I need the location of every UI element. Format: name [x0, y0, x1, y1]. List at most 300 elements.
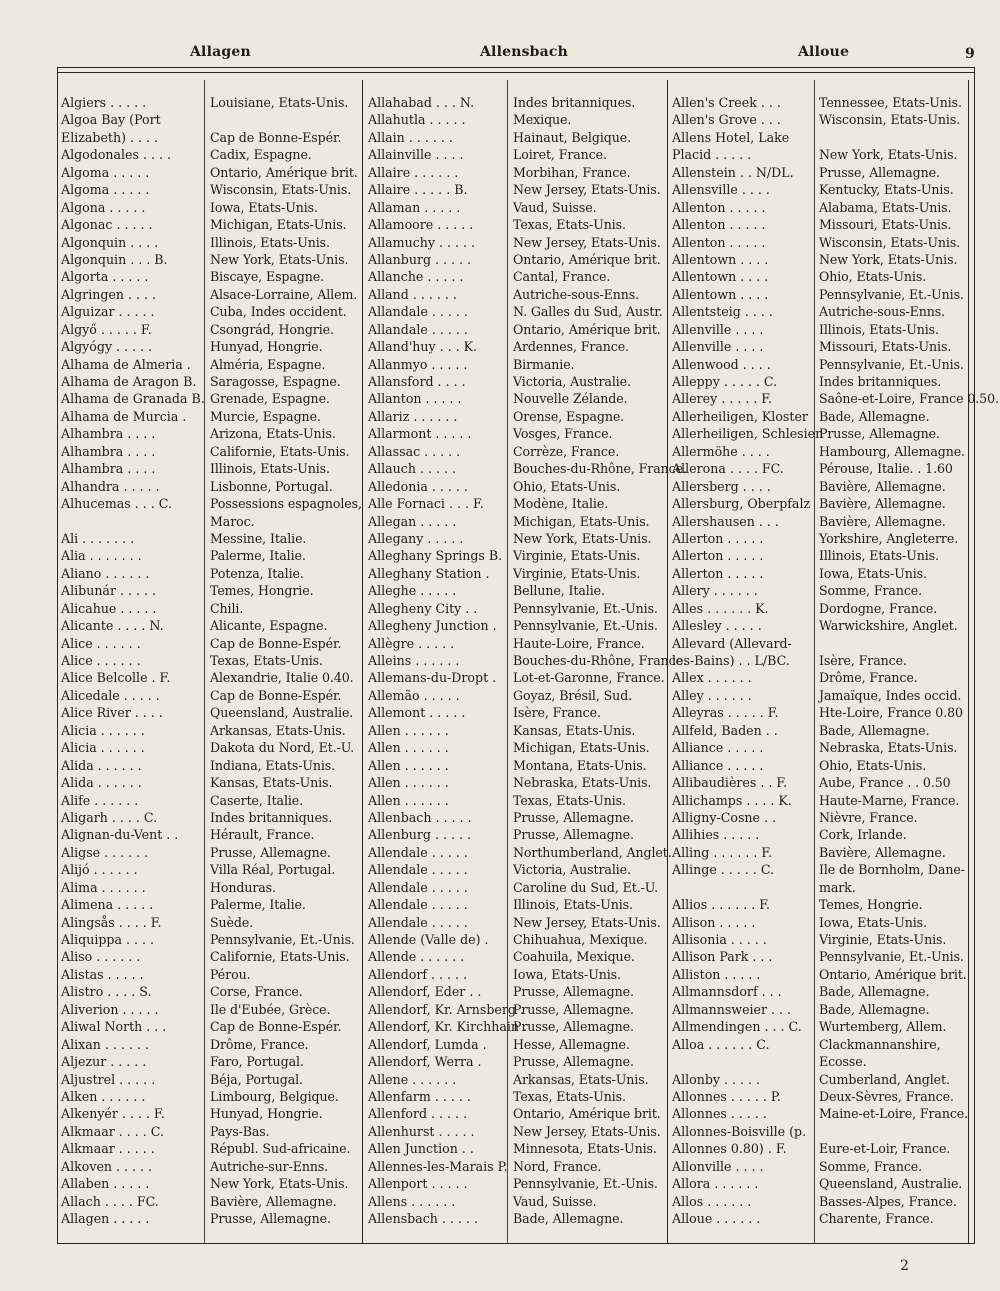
- place-location: Wurtemberg, Allem.: [819, 1019, 947, 1035]
- place-location: Northumberland, Anglet.: [513, 844, 672, 860]
- list-item: [0, 530, 968, 547]
- place-name: Allendale . . . . .: [368, 862, 468, 878]
- place-location: Bouches-du-Rhône, France.: [513, 653, 687, 668]
- place-location: Arizona, Etats-Unis.: [210, 426, 336, 442]
- place-location: Palerme, Italie.: [210, 897, 306, 913]
- place-name: Allemans-du-Dropt .: [368, 670, 497, 686]
- place-name: Alhama de Murcia .: [61, 408, 187, 424]
- place-name: Alleghany Springs B.: [368, 548, 503, 564]
- list-item: [0, 286, 968, 303]
- place-location: Chili.: [210, 600, 244, 616]
- place-location: Messine, Italie.: [210, 530, 307, 546]
- list-item: [0, 966, 968, 983]
- place-name: Alibunár . . . . .: [61, 583, 156, 599]
- place-location: Bavière, Allemagne.: [819, 496, 946, 512]
- place-location: New Jersey, Etats-Unis.: [513, 234, 661, 250]
- list-item: [0, 1036, 968, 1053]
- list-item: [0, 408, 968, 425]
- place-location: Virginie, Etats-Unis.: [513, 565, 641, 581]
- list-item: [0, 94, 968, 111]
- place-name: Alleghany Station .: [368, 565, 490, 581]
- place-name: Allenton . . . . .: [672, 217, 766, 233]
- place-location: Victoria, Australie.: [513, 862, 631, 878]
- place-location: Yorkshire, Angleterre.: [819, 530, 959, 546]
- place-name: Alles . . . . . . K.: [672, 600, 769, 616]
- list-item: [0, 774, 968, 791]
- place-name: Alice Belcolle . F.: [61, 670, 171, 686]
- place-name: Aligse . . . . . .: [61, 844, 149, 860]
- list-item: [0, 809, 968, 826]
- place-location: Californie, Etats-Unis.: [210, 949, 350, 965]
- place-name: Alken . . . . . .: [61, 1088, 146, 1104]
- place-location: Cap de Bonne-Espér.: [210, 129, 342, 145]
- place-name: Allentown . . . .: [672, 269, 769, 285]
- place-name: Allendale . . . . .: [368, 844, 468, 860]
- place-location: Illinois, Etats-Unis.: [513, 897, 633, 913]
- place-location: Prusse, Allemagne.: [819, 164, 940, 180]
- place-location: Villa Réal, Portugal.: [210, 862, 336, 878]
- place-name: Aligarh . . . . C.: [61, 809, 158, 825]
- place-name: Alleyras . . . . . F.: [672, 705, 779, 721]
- place-name: Alledonia . . . . .: [368, 478, 468, 494]
- place-location: Drôme, France.: [210, 1036, 309, 1052]
- place-name: Allen's Grove . . .: [672, 112, 781, 128]
- place-name: Allentsteig . . . .: [672, 304, 773, 320]
- place-location: Ile d'Eubée, Grèce.: [210, 1001, 331, 1017]
- place-name: Ali . . . . . . .: [61, 530, 135, 546]
- place-location: Bavière, Allemagne.: [819, 478, 946, 494]
- place-name: Alhama de Almeria .: [61, 356, 191, 372]
- list-item: [0, 861, 968, 878]
- place-name: Allendale . . . . .: [368, 914, 468, 930]
- place-location: Cork, Irlande.: [819, 827, 907, 843]
- place-location: Somme, France.: [819, 1158, 923, 1174]
- list-item: [0, 826, 968, 843]
- place-name: Allanburg . . . . .: [368, 251, 472, 267]
- place-name: Allios . . . . . . F.: [672, 897, 771, 913]
- place-location: Hérault, France.: [210, 827, 315, 843]
- place-name: Allibaudières . . F.: [672, 775, 788, 791]
- place-name: Allanton . . . . .: [368, 391, 462, 407]
- place-name: Allery . . . . . .: [672, 583, 758, 599]
- place-name: Allamoore . . . . .: [368, 217, 474, 233]
- place-name: Aliwal North . . .: [61, 1019, 167, 1035]
- place-location: Texas, Etats-Unis.: [513, 792, 626, 808]
- place-location: Prusse, Allemagne.: [513, 1054, 634, 1070]
- list-item: [0, 757, 968, 774]
- place-location: Illinois, Etats-Unis.: [819, 548, 939, 564]
- list-item: [0, 722, 968, 739]
- list-item: [0, 321, 968, 338]
- list-item: [0, 547, 968, 564]
- place-location: Pennsylvanie, Et.-Unis.: [819, 356, 964, 372]
- place-name: Allendorf, Eder . .: [368, 984, 482, 1000]
- place-location: Pennsylvanie, Et.-Unis.: [513, 600, 658, 616]
- place-name: Alkenyér . . . . F.: [61, 1106, 165, 1122]
- place-name: Allanche . . . . .: [368, 269, 464, 285]
- place-location: Pennsylvanie, Et.-Unis.: [513, 618, 658, 634]
- list-item: [0, 268, 968, 285]
- place-location: Alexandrie, Italie 0.40.: [210, 670, 354, 686]
- place-location: Jamaïque, Indes occid.: [819, 687, 962, 703]
- place-name: Alignan-du-Vent . .: [61, 827, 179, 843]
- place-name: Alicahue . . . . .: [61, 600, 157, 616]
- list-item: [0, 669, 968, 686]
- place-location: Cumberland, Anglet.: [819, 1071, 950, 1087]
- place-name: Allansford . . . .: [368, 374, 466, 389]
- place-name: Alida . . . . . .: [61, 757, 142, 773]
- place-location: Ontario, Amérique brit.: [513, 251, 661, 267]
- list-item: [0, 1018, 968, 1035]
- place-name: Allenton . . . . .: [672, 234, 766, 250]
- place-location: Potenza, Italie.: [210, 565, 304, 581]
- list-item: [0, 338, 968, 355]
- place-name: Alistro . . . . S.: [61, 984, 152, 1000]
- place-location: Lot-et-Garonne, France.: [513, 670, 665, 686]
- place-location: Prusse, Allemagne.: [513, 1019, 634, 1035]
- place-location: Indes britanniques.: [513, 95, 636, 110]
- place-location: Montana, Etats-Unis.: [513, 757, 647, 773]
- place-location: Drôme, France.: [819, 670, 918, 686]
- place-name: Allonville . . . .: [672, 1158, 764, 1174]
- place-location: Haute-Marne, France.: [819, 792, 960, 808]
- place-location: Birmanie.: [513, 356, 575, 372]
- place-name: Allerton . . . . .: [672, 548, 764, 564]
- place-name: Allmendingen . . . C.: [672, 1019, 802, 1035]
- place-name: Alicia . . . . . .: [61, 722, 145, 738]
- place-location: Bellune, Italie.: [513, 583, 605, 599]
- place-name: Allagen . . . . .: [61, 1211, 150, 1226]
- place-name: Allenfarm . . . . .: [368, 1088, 471, 1104]
- place-name: Alicia . . . . . .: [61, 740, 145, 756]
- place-name: Algoma . . . . .: [61, 164, 150, 180]
- place-name: Alleppy . . . . . C.: [672, 374, 778, 389]
- place-name: Allichamps . . . . K.: [672, 792, 792, 808]
- place-location: Queensland, Australie.: [210, 705, 354, 721]
- list-item: [0, 234, 968, 251]
- place-location: New York, Etats-Unis.: [210, 251, 349, 267]
- place-location: Illinois, Etats-Unis.: [819, 321, 939, 337]
- place-location: New York, Etats-Unis.: [819, 147, 958, 163]
- place-name: Aljezur . . . . .: [61, 1054, 147, 1070]
- place-name: Allain . . . . . .: [368, 129, 453, 145]
- place-location: Honduras.: [210, 879, 276, 895]
- place-location: Bade, Allemagne.: [819, 722, 930, 738]
- place-location: Ontario, Amérique brit.: [513, 321, 661, 337]
- list-item: [0, 129, 968, 146]
- list-item: [0, 704, 968, 721]
- place-location: Ontario, Amérique brit.: [819, 966, 967, 982]
- list-item: [0, 373, 968, 390]
- list-item: [0, 1193, 968, 1210]
- list-item: [0, 565, 968, 582]
- place-location: Queensland, Australie.: [819, 1176, 963, 1192]
- list-item: [0, 1105, 968, 1122]
- place-location: Prusse, Allemagne.: [210, 844, 331, 860]
- place-location: mark.: [819, 879, 856, 895]
- list-item: [0, 652, 968, 669]
- list-item: [0, 600, 968, 617]
- place-location: Victoria, Australie.: [513, 374, 631, 389]
- place-name: Allen . . . . . .: [368, 757, 449, 773]
- place-location: Vaud, Suisse.: [513, 199, 597, 215]
- place-location: Kansas, Etats-Unis.: [210, 775, 333, 791]
- place-name: Algoa Bay (Port: [61, 112, 161, 128]
- place-name: Allegan . . . . .: [368, 513, 457, 529]
- list-item: [0, 914, 968, 931]
- place-name: Alkmaar . . . . C.: [61, 1123, 164, 1139]
- list-item: [0, 582, 968, 599]
- place-name: Allenbach . . . . .: [368, 809, 472, 825]
- list-item: [0, 687, 968, 704]
- list-item: [0, 948, 968, 965]
- page-number: 9: [965, 46, 975, 62]
- place-location: Morbihan, France.: [513, 164, 631, 180]
- list-item: [0, 146, 968, 163]
- place-name: Alligny-Cosne . .: [672, 809, 776, 825]
- place-name: Allfeld, Baden . .: [672, 722, 778, 738]
- place-location: Texas, Etats-Unis.: [513, 217, 626, 233]
- place-location: Dakota du Nord, Et.-U.: [210, 740, 355, 756]
- place-name: Allonnes-Boisville (p.: [672, 1123, 807, 1139]
- place-name: Allendorf . . . . .: [368, 966, 468, 982]
- place-name: Allen . . . . . .: [368, 792, 449, 808]
- place-name: Alhambra . . . .: [61, 461, 156, 477]
- place-name: Allaire . . . . . .: [368, 164, 459, 180]
- place-name: Allassac . . . . .: [368, 443, 461, 459]
- header-center: Allensbach: [480, 44, 569, 60]
- place-location: Arkansas, Etats-Unis.: [513, 1071, 649, 1087]
- place-location: Wisconsin, Etats-Unis.: [819, 234, 961, 250]
- place-name: Allerey . . . . . F.: [672, 391, 773, 407]
- place-name: Allennes-les-Marais P.: [368, 1158, 508, 1174]
- place-name: Allemão . . . . .: [368, 687, 460, 703]
- place-location: Caserte, Italie.: [210, 792, 304, 808]
- place-name: Algyógy . . . . .: [61, 339, 153, 355]
- list-item: [0, 1175, 968, 1192]
- place-name: Allihies . . . . .: [672, 827, 760, 843]
- place-name: Alia . . . . . . .: [61, 548, 142, 564]
- place-name: Aliso . . . . . .: [61, 949, 141, 965]
- list-item: [0, 181, 968, 198]
- place-name: Allahabad . . . N.: [368, 95, 475, 110]
- place-location: Autriche-sous-Enns.: [513, 286, 640, 302]
- place-location: New York, Etats-Unis.: [210, 1176, 349, 1192]
- place-location: New Jersey, Etats-Unis.: [513, 182, 661, 198]
- place-location: New Jersey, Etats-Unis.: [513, 1123, 661, 1139]
- place-name: Alhama de Granada B.: [61, 391, 205, 407]
- place-name: Alhambra . . . .: [61, 443, 156, 459]
- list-item: [0, 792, 968, 809]
- list-item: [0, 251, 968, 268]
- place-location: Aube, France . . 0.50: [819, 775, 951, 791]
- place-location: Clackmannanshire,: [819, 1036, 941, 1052]
- place-location: Iowa, Etats-Unis.: [819, 914, 927, 930]
- place-location: Murcie, Espagne.: [210, 408, 321, 424]
- place-name: Alkmaar . . . . .: [61, 1141, 155, 1157]
- place-location: Ohio, Etats-Unis.: [819, 757, 927, 773]
- place-name: Allos . . . . . .: [672, 1193, 752, 1209]
- place-name: Aliverion . . . . .: [61, 1001, 159, 1017]
- place-location: Vosges, France.: [513, 426, 613, 442]
- place-name: Allerton . . . . .: [672, 530, 764, 546]
- place-location: Somme, France.: [819, 583, 923, 599]
- place-name: Alle Fornaci . . . F.: [368, 496, 484, 512]
- place-location: Maine-et-Loire, France.: [819, 1106, 969, 1122]
- place-name: Allen Junction . .: [368, 1141, 474, 1157]
- place-name: Alicante . . . . N.: [61, 618, 164, 634]
- place-name: Allenstein . . N/DL.: [672, 164, 794, 180]
- place-name: Allegany . . . . .: [368, 530, 464, 546]
- place-location: Csongrád, Hongrie.: [210, 321, 334, 337]
- place-name: Algona . . . . .: [61, 199, 146, 215]
- place-name: Allende (Valle de) .: [368, 932, 489, 947]
- place-location: Wisconsin, Etats-Unis.: [210, 182, 352, 198]
- place-name: Allevard (Allevard-: [672, 635, 792, 651]
- list-item: [0, 896, 968, 913]
- place-name: Algiers . . . . .: [61, 95, 147, 110]
- place-location: Alabama, Etats-Unis.: [819, 199, 952, 215]
- place-location: Républ. Sud-africaine.: [210, 1141, 351, 1157]
- place-name: Allison . . . . .: [672, 914, 756, 930]
- place-location: Temes, Hongrie.: [819, 897, 923, 913]
- place-location: Ardennes, France.: [513, 339, 629, 355]
- list-item: [0, 1140, 968, 1157]
- place-location: Prusse, Allemagne.: [513, 1001, 634, 1017]
- place-location: Indiana, Etats-Unis.: [210, 757, 336, 773]
- list-item: [0, 983, 968, 1000]
- place-location: Nord, France.: [513, 1158, 602, 1174]
- list-item: [0, 303, 968, 320]
- list-item: [0, 478, 968, 495]
- place-location: Chihuahua, Mexique.: [513, 932, 648, 947]
- list-item: [0, 1088, 968, 1105]
- place-location: Isère, France.: [819, 653, 907, 668]
- list-item: [0, 1210, 968, 1227]
- place-name: Alling . . . . . . F.: [672, 844, 773, 860]
- place-location: Lisbonne, Portugal.: [210, 478, 333, 494]
- place-name: Allarmont . . . . .: [368, 426, 472, 442]
- place-name: Alloue . . . . . .: [672, 1211, 761, 1226]
- place-location: Bavière, Allemagne.: [819, 513, 946, 529]
- place-name: Alley . . . . . .: [672, 687, 752, 703]
- place-name: Algyő . . . . . F.: [61, 321, 152, 337]
- place-location: New Jersey, Etats-Unis.: [513, 914, 661, 930]
- place-location: Temes, Hongrie.: [210, 583, 314, 599]
- place-location: Arkansas, Etats-Unis.: [210, 722, 346, 738]
- place-location: New York, Etats-Unis.: [513, 530, 652, 546]
- list-item: [0, 356, 968, 373]
- place-name: Allendorf, Werra .: [368, 1054, 482, 1070]
- place-name: Allinge . . . . . C.: [672, 862, 775, 878]
- place-name: Allendorf, Lumda .: [368, 1036, 487, 1052]
- place-name: Allainville . . . .: [368, 147, 464, 163]
- place-location: Deux-Sèvres, France.: [819, 1088, 954, 1104]
- place-name: Alife . . . . . .: [61, 792, 139, 808]
- place-name: Allonnes . . . . . P.: [672, 1088, 781, 1104]
- place-location: Michigan, Etats-Unis.: [513, 740, 650, 756]
- place-name: Alhambra . . . .: [61, 426, 156, 442]
- place-name: Allendale . . . . .: [368, 897, 468, 913]
- place-name: Allanmyo . . . . .: [368, 356, 468, 372]
- place-name: Alleghe . . . . .: [368, 583, 457, 599]
- place-name: Algonac . . . . .: [61, 217, 153, 233]
- place-name: Allens Hotel, Lake: [672, 129, 790, 145]
- place-location: Grenade, Espagne.: [210, 391, 330, 407]
- place-location: Cap de Bonne-Espér.: [210, 687, 342, 703]
- place-location: Coahuila, Mexique.: [513, 949, 635, 965]
- list-item: [0, 164, 968, 181]
- place-name: Allemont . . . . .: [368, 705, 466, 721]
- place-location: Isère, France.: [513, 705, 601, 721]
- place-location: Pennsylvanie, Et.-Unis.: [819, 949, 964, 965]
- place-location: Charente, France.: [819, 1211, 934, 1226]
- place-name: Algonquin . . . .: [61, 234, 159, 250]
- place-name: Alicedale . . . . .: [61, 687, 160, 703]
- list-item: [0, 460, 968, 477]
- place-name: Allahutla . . . . .: [368, 112, 466, 128]
- place-location: Saône-et-Loire, France 0.50.: [819, 391, 999, 407]
- place-location: Haute-Loire, France.: [513, 635, 645, 651]
- place-location: Illinois, Etats-Unis.: [210, 234, 330, 250]
- list-item: [0, 425, 968, 442]
- place-location: Hesse, Allemagne.: [513, 1036, 630, 1052]
- place-location: Autriche-sous-Enns.: [819, 304, 946, 320]
- place-name: Allenville . . . .: [672, 321, 764, 337]
- place-location: Ecosse.: [819, 1054, 867, 1070]
- place-location: New York, Etats-Unis.: [819, 251, 958, 267]
- place-name: Allenton . . . . .: [672, 199, 766, 215]
- place-location: Pérouse, Italie. . 1.60: [819, 461, 953, 477]
- place-name: Alland . . . . . .: [368, 286, 457, 302]
- place-name: Algringen . . . .: [61, 286, 156, 302]
- place-location: Illinois, Etats-Unis.: [210, 461, 330, 477]
- place-location: Hunyad, Hongrie.: [210, 339, 323, 355]
- place-location: Béja, Portugal.: [210, 1071, 303, 1087]
- place-name: Allentown . . . .: [672, 286, 769, 302]
- list-item: [0, 199, 968, 216]
- place-location: Suède.: [210, 914, 254, 930]
- place-name: Allensville . . . .: [672, 182, 770, 198]
- place-location: Corrèze, France.: [513, 443, 620, 459]
- place-name: Allens . . . . . .: [368, 1193, 456, 1209]
- list-item: [0, 879, 968, 896]
- place-name: Allendorf, Kr. Kirchhain .: [368, 1019, 528, 1035]
- place-location: Michigan, Etats-Unis.: [513, 513, 650, 529]
- place-name: Alleins . . . . . .: [368, 653, 460, 668]
- place-location: Basses-Alpes, France.: [819, 1193, 957, 1209]
- place-location: Texas, Etats-Unis.: [210, 653, 323, 668]
- place-name: Allene . . . . . .: [368, 1071, 457, 1087]
- place-location: Californie, Etats-Unis.: [210, 443, 350, 459]
- place-name: Allentown . . . .: [672, 251, 769, 267]
- place-name: Alida . . . . . .: [61, 775, 142, 791]
- place-location: Pays-Bas.: [210, 1123, 270, 1139]
- place-name: Alingsås . . . . F.: [61, 914, 162, 930]
- place-name: Allende . . . . . .: [368, 949, 465, 965]
- place-location: Mexique.: [513, 112, 572, 128]
- place-name: Allenhurst . . . . .: [368, 1123, 475, 1139]
- place-name: Algonquin . . . B.: [61, 251, 168, 267]
- place-location: Eure-et-Loir, France.: [819, 1141, 951, 1157]
- place-location: Pérou.: [210, 966, 251, 982]
- place-location: Prusse, Allemagne.: [513, 827, 634, 843]
- place-name: Allandale . . . . .: [368, 321, 468, 337]
- place-location: Minnesota, Etats-Unis.: [513, 1141, 657, 1157]
- place-location: Vaud, Suisse.: [513, 1193, 597, 1209]
- place-location: Modène, Italie.: [513, 496, 609, 512]
- place-location: Nebraska, Etats-Unis.: [819, 740, 958, 756]
